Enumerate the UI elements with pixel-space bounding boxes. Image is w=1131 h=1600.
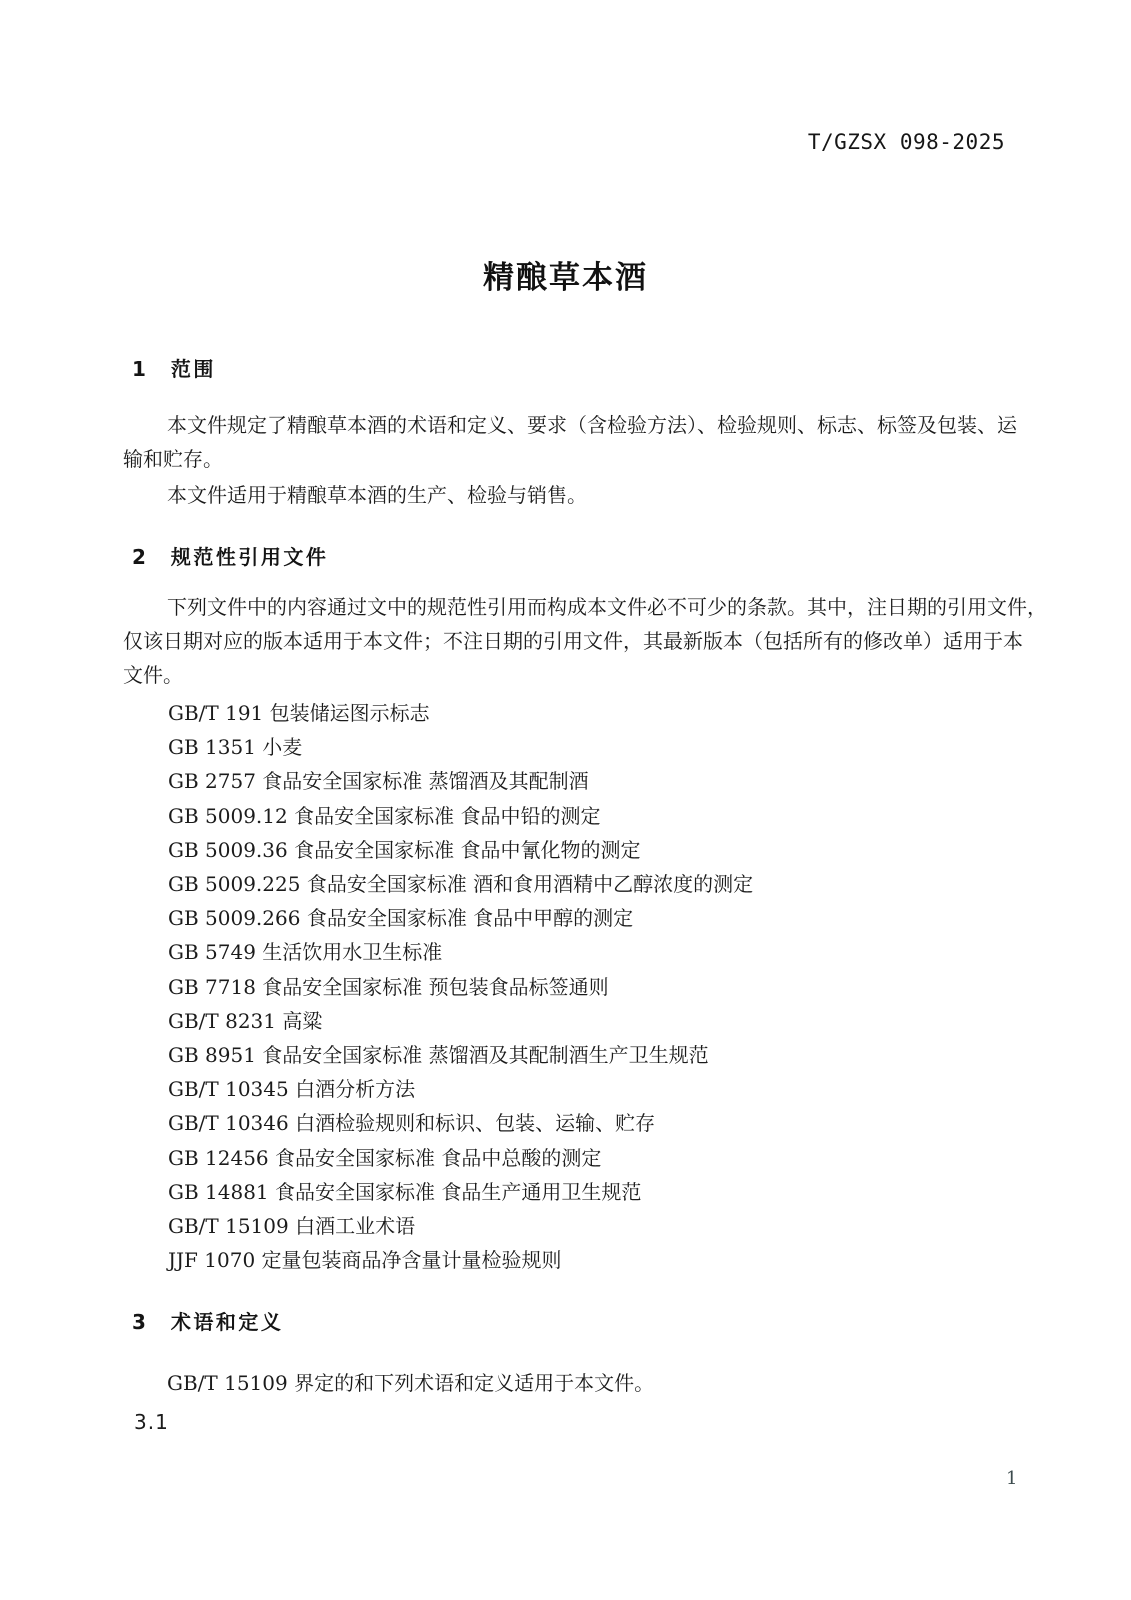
paragraph-line: GB/T 15109 界定的和下列术语和定义适用于本文件。 (167, 1371, 655, 1395)
normative-references-list (123, 696, 1013, 1277)
section-2-title: 规范性引用文件 (170, 545, 329, 569)
section-2-heading (132, 541, 328, 570)
reference-item: GB/T 8231 高粱 (168, 1008, 323, 1033)
standard-code: T/GZSX 098-2025 (807, 130, 1005, 154)
reference-item: GB 7718 食品安全国家标准 预包装食品标签通则 (168, 974, 609, 999)
reference-item: GB 1351 小麦 (168, 735, 303, 760)
reference-item: GB/T 191 包装储运图示标志 (168, 701, 430, 725)
term-number-3-1: 3.1 (134, 1410, 169, 1434)
paragraph-line: 输和贮存。 (123, 447, 223, 471)
section-3-title: 术语和定义 (170, 1310, 284, 1334)
reference-item: GB 5009.36 食品安全国家标准 食品中氰化物的测定 (168, 837, 641, 862)
reference-item: GB/T 10346 白酒检验规则和标识、包装、运输、贮存 (168, 1111, 656, 1136)
paragraph-line: 下列文件中的内容通过文中的规范性引用而构成本文件必不可少的条款。其中，注日期的引用文件， (167, 595, 1047, 619)
references-intro-paragraph (123, 590, 1047, 692)
reference-item: GB 2757 食品安全国家标准 蒸馏酒及其配制酒 (168, 769, 589, 794)
reference-item: JJF 1070 定量包装商品净含量计量检验规则 (168, 1248, 562, 1273)
scope-paragraph-1 (123, 408, 1017, 476)
paragraph-line: 文件。 (123, 663, 183, 687)
reference-item: GB 12456 食品安全国家标准 食品中总酸的测定 (168, 1145, 602, 1170)
reference-item: GB 5009.266 食品安全国家标准 食品中甲醇的测定 (168, 906, 634, 931)
section-1-heading (132, 353, 216, 382)
terms-intro-paragraph (123, 1366, 1013, 1400)
section-1-number: 1 (132, 357, 146, 381)
section-3-heading (132, 1306, 283, 1335)
paragraph-line: 仅该日期对应的版本适用于本文件；不注日期的引用文件，其最新版本（包括所有的修改单）适用于本 (123, 629, 1023, 653)
document-title: 精酿草本酒 (483, 260, 648, 296)
page-number: 1 (1006, 1468, 1018, 1489)
reference-item: GB 14881 食品安全国家标准 食品生产通用卫生规范 (168, 1179, 642, 1204)
paragraph-line: 本文件适用于精酿草本酒的生产、检验与销售。 (167, 483, 587, 507)
scope-paragraph-2 (123, 478, 1013, 512)
section-1-title: 范围 (170, 357, 216, 381)
reference-item: GB/T 15109 白酒工业术语 (168, 1214, 416, 1239)
reference-item: GB 8951 食品安全国家标准 蒸馏酒及其配制酒生产卫生规范 (168, 1043, 709, 1068)
reference-item: GB 5009.12 食品安全国家标准 食品中铅的测定 (168, 803, 601, 828)
reference-item: GB/T 10345 白酒分析方法 (168, 1077, 416, 1102)
reference-item: GB 5009.225 食品安全国家标准 酒和食用酒精中乙醇浓度的测定 (168, 872, 754, 897)
section-3-number: 3 (132, 1310, 146, 1334)
reference-item: GB 5749 生活饮用水卫生标准 (168, 940, 443, 965)
section-2-number: 2 (132, 545, 146, 569)
paragraph-line: 本文件规定了精酿草本酒的术语和定义、要求（含检验方法）、检验规则、标志、标签及包装、运 (167, 413, 1017, 437)
